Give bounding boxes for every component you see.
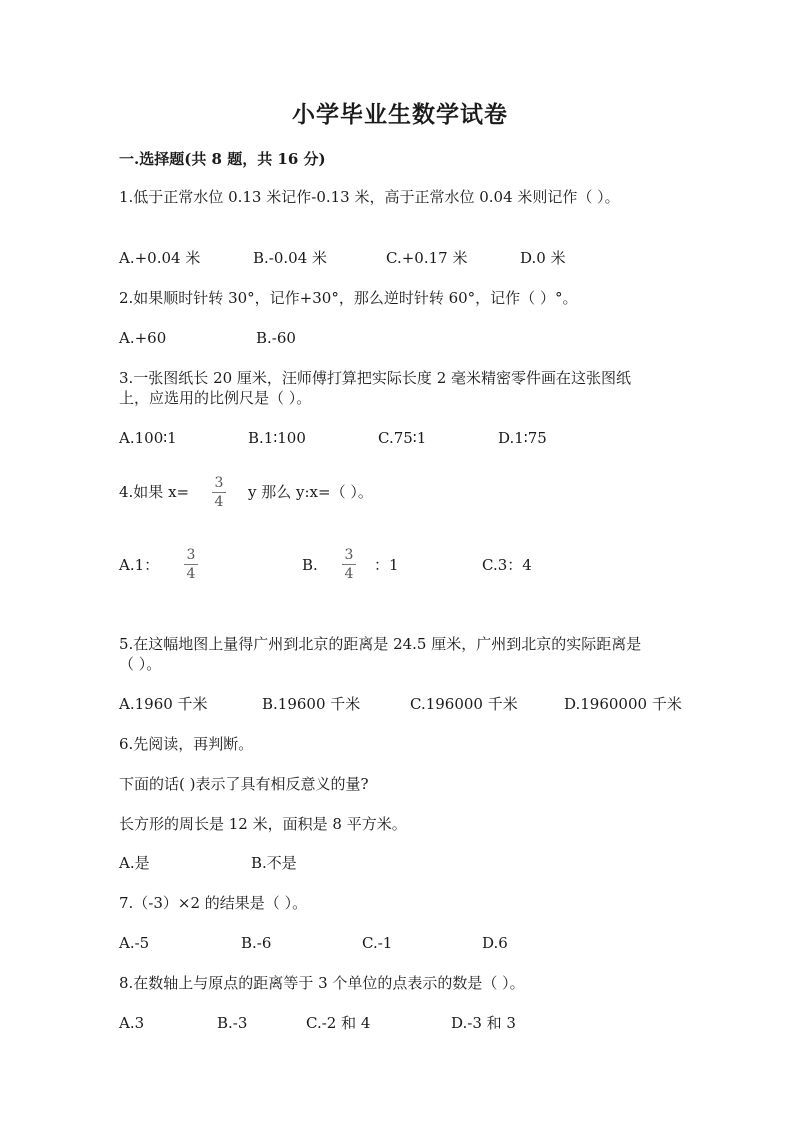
question-6-stem-line-1: 6.先阅读，再判断。	[119, 735, 254, 753]
question-4-option-b-suffix: ：1	[374, 556, 399, 574]
question-4-option-a-fraction	[184, 547, 198, 582]
question-5-option-c: C.196000 千米	[410, 695, 518, 713]
question-1-stem: 1.低于正常水位 0.13 米记作-0.13 米，高于正常水位 0.04 米则记作（ ）。	[119, 188, 620, 206]
question-7-stem: 7.（-3）×2 的结果是（ ）。	[119, 894, 308, 912]
section-heading: 一.选择题(共 8 题，共 16 分)	[119, 150, 326, 168]
question-3-stem-line-2: 上，应选用的比例尺是（ ）。	[119, 389, 312, 407]
question-5-option-d: D.1960000 千米	[564, 695, 682, 713]
question-4-stem-prefix: 4.如果 x=	[119, 483, 190, 501]
page-title: 小学毕业生数学试卷	[292, 101, 508, 128]
fraction-numerator: 3	[186, 547, 196, 563]
question-5-option-b: B.19600 千米	[262, 695, 361, 713]
question-2-option-a: A.+60	[119, 329, 167, 347]
fraction-numerator: 3	[214, 475, 224, 491]
question-4-stem-suffix: y 那么 y:x=（ ）。	[248, 483, 373, 501]
question-2-option-b: B.-60	[256, 329, 296, 347]
fraction-denominator: 4	[344, 566, 354, 582]
question-2-stem: 2.如果顺时针转 30°，记作+30°，那么逆时针转 60°，记作（ ）°。	[119, 289, 578, 307]
question-8-stem: 8.在数轴上与原点的距离等于 3 个单位的点表示的数是（ ）。	[119, 974, 525, 992]
question-5-stem-line-1: 5.在这幅地图上量得广州到北京的距离是 24.5 厘米，广州到北京的实际距离是	[119, 635, 642, 653]
fraction-bar	[212, 492, 226, 493]
question-6-option-a: A.是	[119, 854, 150, 872]
question-1-option-a: A.+0.04 米	[119, 249, 201, 267]
question-8-option-c: C.-2 和 4	[306, 1014, 371, 1032]
question-3-option-a: A.100∶1	[119, 429, 177, 447]
question-7-option-d: D.6	[482, 934, 508, 952]
question-7-option-a: A.-5	[119, 934, 150, 952]
question-4-option-b-fraction	[342, 547, 356, 582]
question-8-option-a: A.3	[119, 1014, 145, 1032]
question-3-stem-line-1: 3.一张图纸长 20 厘米，汪师傅打算把实际长度 2 毫米精密零件画在这张图纸	[119, 369, 632, 387]
question-8-option-d: D.-3 和 3	[451, 1014, 516, 1032]
fraction-bar	[184, 564, 198, 565]
question-3-option-c: C.75∶1	[378, 429, 427, 447]
question-3-option-b: B.1∶100	[248, 429, 306, 447]
question-6-stem-line-3: 长方形的周长是 12 米，面积是 8 平方米。	[119, 815, 407, 833]
question-4-option-c: C.3：4	[482, 556, 532, 574]
question-4-option-b: B.	[302, 556, 318, 574]
fraction-denominator: 4	[214, 494, 224, 510]
question-7-option-b: B.-6	[241, 934, 272, 952]
question-1-option-c: C.+0.17 米	[386, 249, 468, 267]
fraction-numerator: 3	[344, 547, 354, 563]
question-1-option-d: D.0 米	[520, 249, 566, 267]
question-3-option-d: D.1∶75	[498, 429, 547, 447]
question-7-option-c: C.-1	[362, 934, 393, 952]
question-5-option-a: A.1960 千米	[119, 695, 208, 713]
question-1-option-b: B.-0.04 米	[253, 249, 328, 267]
question-6-option-b: B.不是	[251, 854, 297, 872]
fraction-bar	[342, 564, 356, 565]
fraction-denominator: 4	[186, 566, 196, 582]
question-6-stem-line-2: 下面的话( )表示了具有相反意义的量?	[119, 775, 369, 793]
question-4-fraction	[212, 475, 226, 510]
question-8-option-b: B.-3	[217, 1014, 248, 1032]
question-4-option-a: A.1：	[119, 556, 160, 574]
question-5-stem-line-2: （ ）。	[119, 655, 162, 673]
